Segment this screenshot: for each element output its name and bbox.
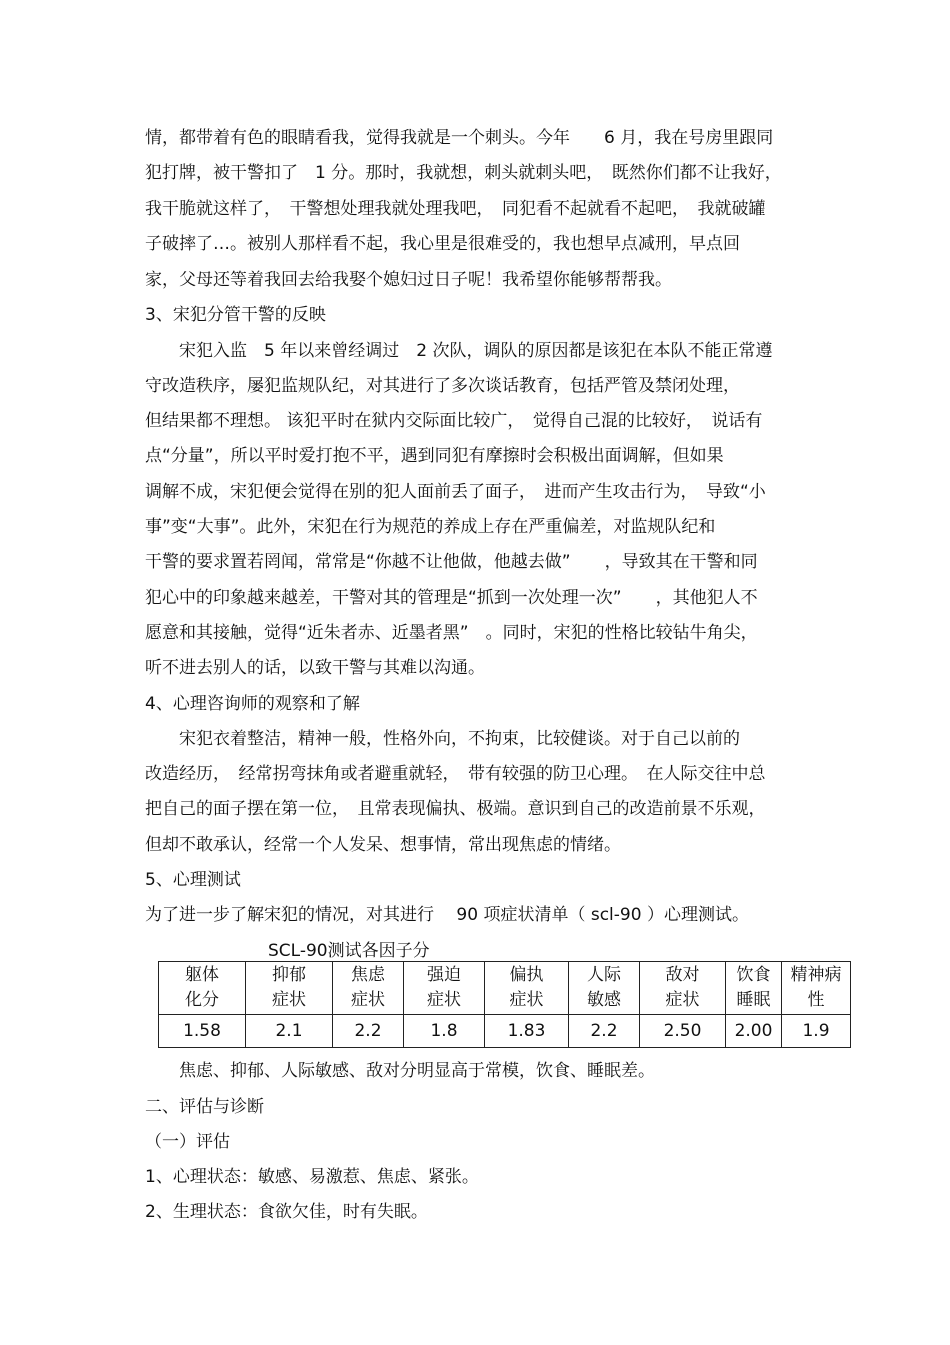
value-cell: 2.2 (569, 1015, 640, 1048)
paragraph-line: 听不进去别人的话，以致干警与其难以沟通。 (145, 658, 485, 678)
header-text: 症状 (427, 990, 461, 1010)
header-cell (333, 962, 404, 1015)
section-heading: 二、评估与诊断 (145, 1097, 264, 1117)
paragraph-line: 为了进一步了解宋犯的情况，对其进行 90 项症状清单（ scl-90 ）心理测试。 (145, 905, 749, 925)
header-text: 强迫 (427, 965, 461, 985)
header-cell (569, 962, 640, 1015)
paragraph-line: 我干脆就这样了， 干警想处理我就处理我吧， 同犯看不起就看不起吧， 我就破罐 (145, 199, 766, 219)
header-text: 敌对 (665, 965, 700, 985)
paragraph-line: 宋犯衣着整洁，精神一般，性格外向，不拘束，比较健谈。对于自己以前的 (145, 729, 740, 749)
value-cell: 1.83 (485, 1015, 569, 1048)
value-cell: 2.2 (333, 1015, 404, 1048)
scl90-table (158, 961, 851, 1048)
header-cell (404, 962, 485, 1015)
paragraph-line: 犯心中的印象越来越差，干警对其的管理是“抓到一次处理一次” ，其他犯人不 (145, 588, 758, 608)
section-heading: 5、心理测试 (145, 870, 241, 890)
table-header-row (159, 962, 851, 1015)
value-cell: 2.1 (246, 1015, 333, 1048)
header-text: 敏感 (587, 990, 621, 1010)
paragraph-line: 家，父母还等着我回去给我娶个媳妇过日子呢！我希望你能够帮帮我。 (145, 270, 672, 290)
header-cell (726, 962, 782, 1015)
header-text: 症状 (509, 990, 544, 1010)
value-cell: 2.50 (640, 1015, 726, 1048)
header-cell (640, 962, 726, 1015)
header-text: 饮食 (736, 965, 771, 985)
header-text: 焦虑 (351, 965, 385, 985)
value-cell: 1.58 (159, 1015, 246, 1048)
header-text: 化分 (185, 990, 219, 1010)
header-text: 症状 (272, 990, 306, 1010)
header-text: 性 (807, 990, 825, 1010)
section-heading: 4、心理咨询师的观察和了解 (145, 694, 360, 714)
header-text: 睡眠 (736, 990, 771, 1010)
header-text: 症状 (665, 990, 700, 1010)
header-text: 人际 (587, 965, 621, 985)
paragraph-line: 愿意和其接触，觉得“近朱者赤、近墨者黑” 。同时，宋犯的性格比较钻牛角尖， (145, 623, 758, 643)
header-cell (485, 962, 569, 1015)
header-text: 症状 (351, 990, 385, 1010)
table-caption: SCL-90测试各因子分 (268, 941, 430, 961)
header-cell (782, 962, 851, 1015)
header-text: 精神病 (790, 965, 842, 985)
paragraph-line: 情，都带着有色的眼睛看我，觉得我就是一个刺头。今年 6 月，我在号房里跟同 (145, 128, 774, 148)
paragraph-line: 守改造秩序，屡犯监规队纪，对其进行了多次谈话教育，包括严管及禁闭处理， (145, 376, 740, 396)
header-text: 抑郁 (272, 965, 306, 985)
paragraph-line: 子破摔了…。被别人那样看不起，我心里是很难受的，我也想早点减刑，早点回 (145, 234, 740, 254)
paragraph-line: 改造经历， 经常拐弯抹角或者避重就轻， 带有较强的防卫心理。 在人际交往中总 (145, 764, 766, 784)
paragraph-line: 1、心理状态：敏感、易激惹、焦虑、紧张。 (145, 1167, 479, 1187)
value-cell: 1.9 (782, 1015, 851, 1048)
paragraph-line: 干警的要求置若罔闻，常常是“你越不让他做，他越去做” ，导致其在干警和同 (145, 552, 758, 572)
paragraph-line: 事”变“大事”。此外，宋犯在行为规范的养成上存在严重偏差，对监规队纪和 (145, 517, 716, 537)
header-text: 偏执 (509, 965, 544, 985)
header-cell (159, 962, 246, 1015)
paragraph-line: 焦虑、抑郁、人际敏感、敌对分明显高于常模，饮食、睡眠差。 (145, 1061, 655, 1081)
table-value-row (159, 1015, 851, 1048)
paragraph-line: 调解不成，宋犯便会觉得在别的犯人面前丢了面子， 进而产生攻击行为， 导致“小 (145, 482, 766, 502)
paragraph-line: 但却不敢承认，经常一个人发呆、想事情，常出现焦虑的情绪。 (145, 835, 621, 855)
header-cell (246, 962, 333, 1015)
value-cell: 1.8 (404, 1015, 485, 1048)
header-text: 躯体 (185, 965, 219, 985)
section-heading: （一）评估 (145, 1132, 230, 1152)
paragraph-line: 2、生理状态：食欲欠佳，时有失眠。 (145, 1202, 428, 1222)
value-cell: 2.00 (726, 1015, 782, 1048)
paragraph-line: 犯打牌，被干警扣了 1 分。那时，我就想，刺头就刺头吧， 既然你们都不让我好， (145, 163, 782, 183)
paragraph-line: 但结果都不理想。 该犯平时在狱内交际面比较广， 觉得自己混的比较好， 说话有 (145, 411, 763, 431)
paragraph-line: 点“分量”，所以平时爱打抱不平，遇到同犯有摩擦时会积极出面调解，但如果 (145, 446, 724, 466)
section-heading: 3、宋犯分管干警的反映 (145, 305, 326, 325)
paragraph-line: 宋犯入监 5 年以来曾经调过 2 次队，调队的原因都是该犯在本队不能正常遵 (145, 341, 773, 361)
paragraph-line: 把自己的面子摆在第一位， 且常表现偏执、极端。意识到自己的改造前景不乐观， (145, 799, 766, 819)
